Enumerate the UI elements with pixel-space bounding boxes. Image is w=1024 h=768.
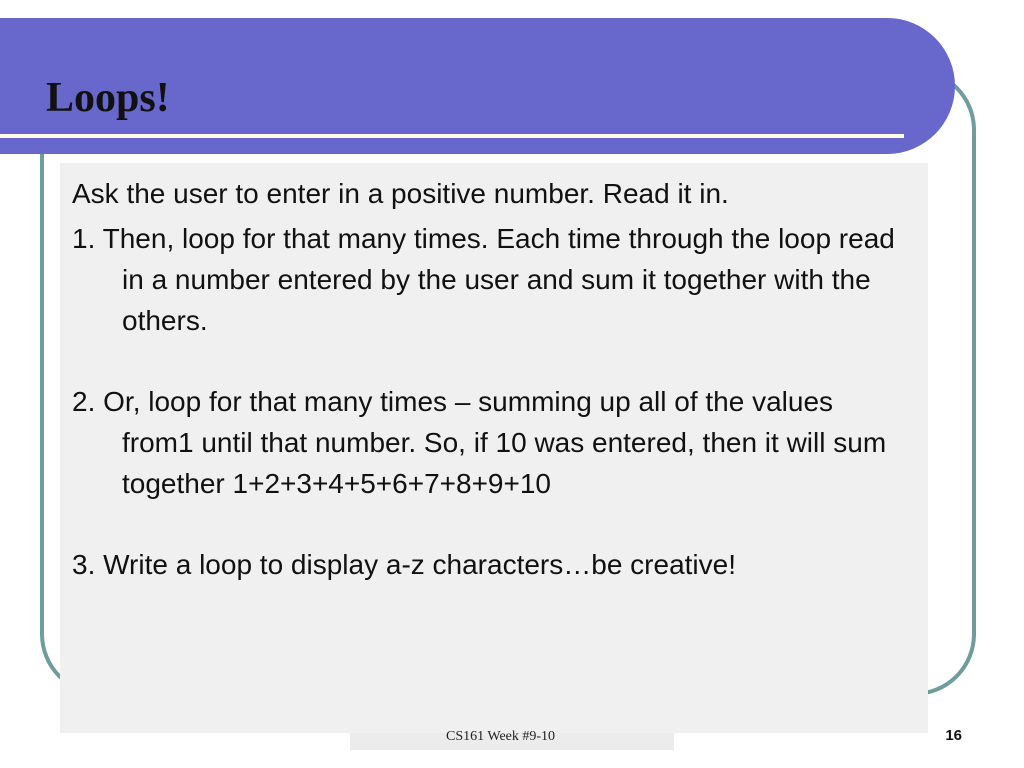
paragraph-item-3: 3. Write a loop to display a-z characters…be creative! (72, 549, 737, 580)
paragraph-intro: Ask the user to enter in a positive number. Read it in. (72, 178, 729, 209)
title-underline (0, 134, 904, 138)
page-number: 16 (945, 727, 962, 744)
footer-text: CS161 Week #9-10 (446, 729, 556, 744)
slide-content (60, 163, 928, 733)
slide-title: Loops! (46, 75, 170, 121)
paragraph-item-1: 1. Then, loop for that many times. Each time through the loop read in a number entered by the user and sum it together with the others. (72, 223, 895, 336)
paragraph-item-2: 2. Or, loop for that many times – summing up all of the values from1 until that number. So, if 10 was entered, then it will sum together 1+2+3+4+5+6+7+8+9+10 (72, 386, 887, 499)
